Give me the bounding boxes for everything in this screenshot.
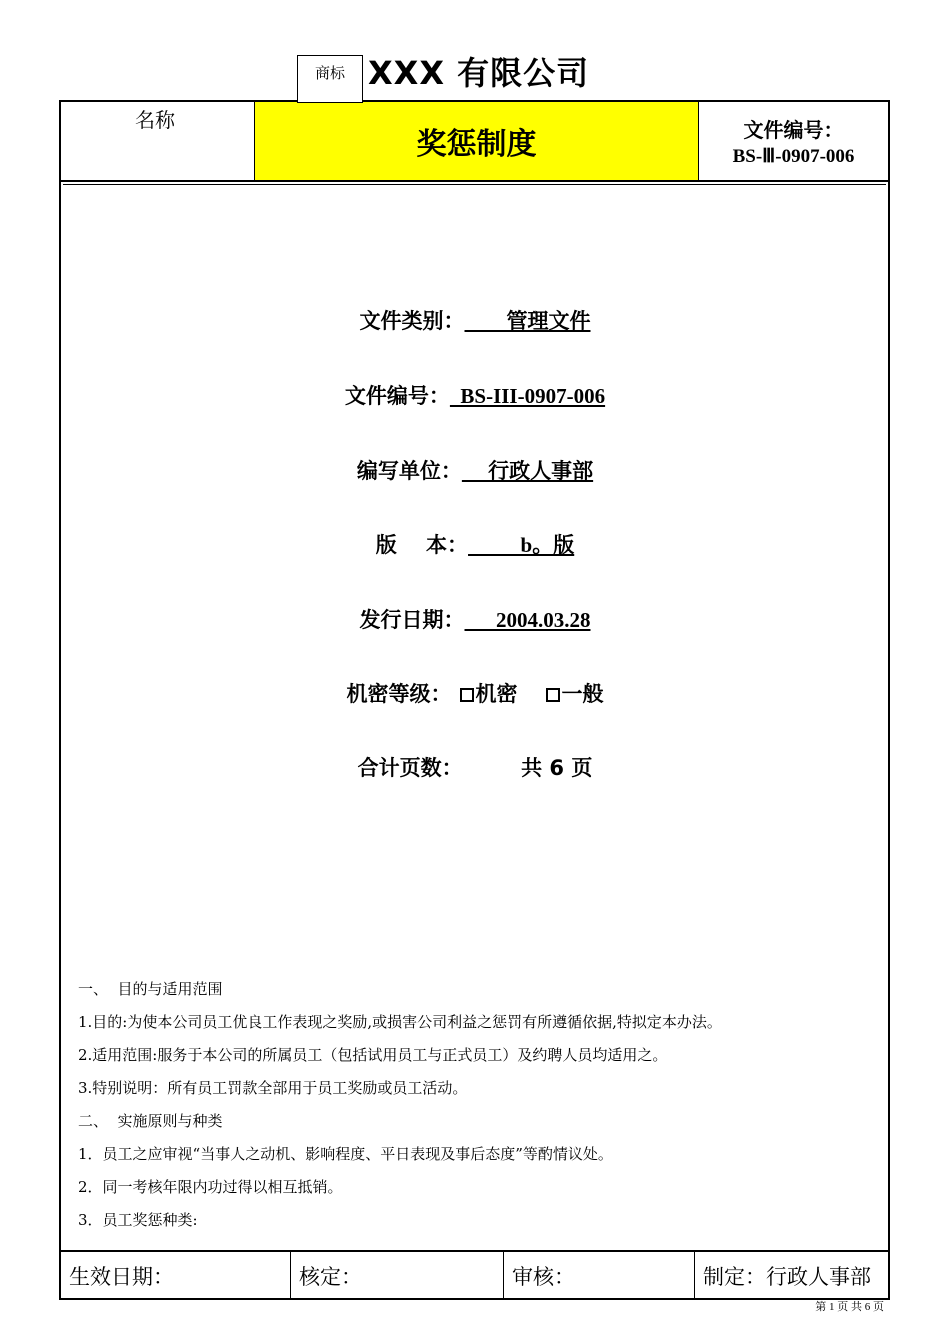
prepared-cell: 制定：行政人事部	[694, 1252, 888, 1300]
general-checkbox[interactable]	[546, 688, 560, 702]
body-line: 二、 实施原则与种类	[78, 1112, 223, 1130]
approve-cell: 核定：	[290, 1252, 503, 1300]
date-label: 发行日期：	[359, 608, 465, 632]
body-line: 1．员工之应审视“当事人之动机、影响程度、平日表现及事后态度”等酌情议处。	[78, 1145, 613, 1163]
secret-row	[0, 678, 950, 708]
secret-checkbox[interactable]	[460, 688, 474, 702]
header-row	[61, 102, 888, 180]
version-value: b。版	[468, 533, 575, 557]
body-line: 3.特别说明：所有员工罚款全部用于员工奖励或员工活动。	[78, 1079, 468, 1097]
header-divider-thin	[63, 184, 886, 185]
pages-row	[0, 752, 950, 782]
body-text	[78, 976, 878, 1240]
unit-label: 编写单位：	[356, 459, 462, 483]
body-line: 一、 目的与适用范围	[78, 980, 223, 998]
body-line: 3．员工奖惩种类:	[78, 1211, 198, 1229]
secret-label: 机密等级：	[346, 682, 452, 706]
pages-label: 合计页数：	[357, 756, 463, 780]
body-line: 2.适用范围:服务于本公司的所属员工（包括试用员工与正式员工）及约聘人员均适用之。	[78, 1046, 668, 1064]
category-row	[0, 305, 950, 335]
number-row	[0, 380, 950, 410]
category-value: 管理文件	[464, 309, 591, 333]
document-code-value: BS-Ⅲ-0907-006	[732, 146, 855, 167]
company-name: XXX 有限公司	[368, 54, 590, 92]
body-line: 2．同一考核年限内功过得以相互抵销。	[78, 1178, 343, 1196]
date-row	[0, 604, 950, 634]
logo-box	[297, 55, 363, 103]
page-number: 第 1 页 共 6 页	[815, 1301, 884, 1313]
review-cell: 审核：	[503, 1252, 694, 1300]
document-code-cell	[699, 102, 888, 180]
version-row	[0, 529, 950, 559]
secret-option-label: 机密	[475, 682, 518, 706]
date-value: 2004.03.28	[464, 608, 591, 632]
name-cell	[61, 102, 255, 180]
document-title: 奖惩制度	[255, 102, 699, 180]
pages-value: 共 6 页	[462, 756, 593, 780]
document-code-label: 文件编号：	[743, 118, 844, 142]
effective-date-cell: 生效日期：	[69, 1265, 174, 1289]
number-value: BS-III-0907-006	[449, 384, 606, 408]
unit-value: 行政人事部	[461, 459, 594, 483]
header-divider	[61, 180, 888, 182]
category-label: 文件类别：	[359, 309, 465, 333]
unit-row	[0, 455, 950, 485]
general-option-label: 一般	[561, 682, 604, 706]
version-label: 版 本：	[375, 533, 469, 557]
logo-label: 商标	[314, 64, 345, 82]
name-label: 名称	[135, 108, 175, 132]
signature-row	[61, 1250, 888, 1300]
body-line: 1.目的:为使本公司员工优良工作表现之奖励,或损害公司利益之惩罚有所遵循依据,特拟定本办法。	[78, 1013, 722, 1031]
number-label: 文件编号：	[344, 384, 450, 408]
